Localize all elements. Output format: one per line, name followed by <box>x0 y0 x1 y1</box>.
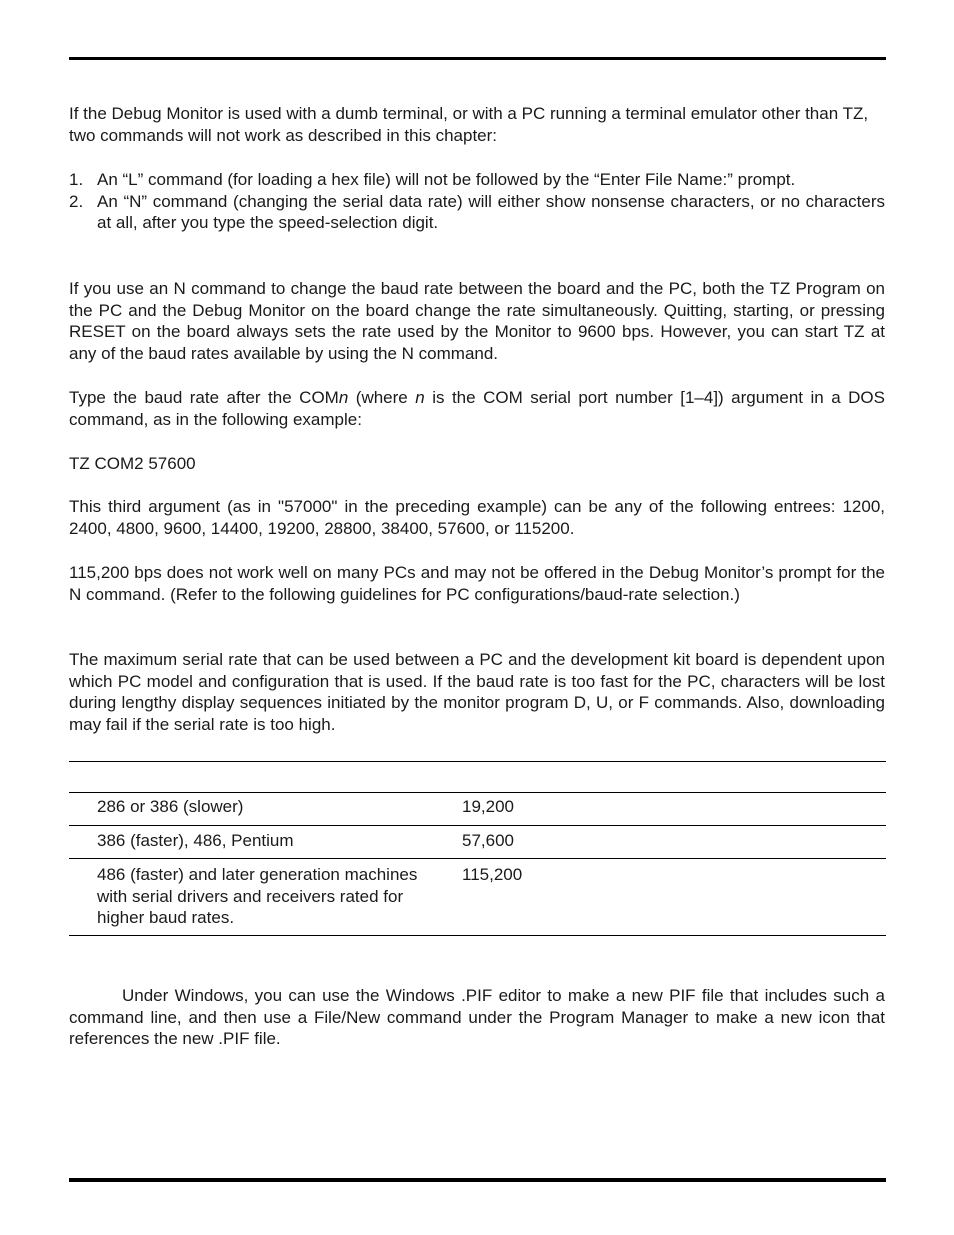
com-text-c: is the COM serial port number [1–4]) argument in a DOS command, as in the following example: <box>69 388 885 429</box>
third-argument-paragraph: This third argument (as in "57000" in the preceding example) can be any of the following entrees: 1200, 2400, 4800, 9600, 14400, 19200, 28800, 38400, 57600, or 115200. <box>69 497 885 538</box>
list-item-number: 1. <box>69 170 84 189</box>
list-item <box>69 191 885 234</box>
table-cell-pc: 386 (faster), 486, Pentium <box>97 831 294 850</box>
intro-paragraph: If the Debug Monitor is used with a dumb terminal, or with a PC running a terminal emulator other than TZ, two commands will not work as described in this chapter: <box>69 104 869 145</box>
high-rate-warning-paragraph: 115,200 bps does not work well on many PCs and may not be offered in the Debug Monitor’s prompt for the N command. (Refer to the following guidelines for PC configurations/baud-rate selection.) <box>69 563 885 604</box>
windows-text: Under Windows, you can use the Windows .PIF editor to make a new PIF file that includes such a command line, and then use a File/New command under the Program Manager to make a new icon that references the new .PIF file. <box>69 986 885 1048</box>
table-cell-pc: 486 (faster) and later generation machines with serial drivers and receivers rated for higher baud rates. <box>97 865 418 927</box>
list-item-number: 2. <box>69 191 84 211</box>
table-bottom-rule <box>69 935 886 936</box>
list-item-text: An “N” command (changing the serial data rate) will either show nonsense characters, or no characters at all, after you type the speed-selection digit. <box>97 191 885 232</box>
table-row-rule <box>69 825 886 826</box>
footer-rule <box>69 1178 886 1182</box>
windows-paragraph <box>69 985 885 1050</box>
header-rule <box>69 57 886 60</box>
table-cell-pc: 286 or 386 (slower) <box>97 797 244 816</box>
table-row-rule <box>69 858 886 859</box>
com-argument-paragraph <box>69 387 885 430</box>
table-cell-rate: 115,200 <box>462 865 523 884</box>
list-item <box>69 169 885 191</box>
com-n-italic: n <box>415 388 425 407</box>
table-header-rule <box>69 792 886 793</box>
com-text-a: Type the baud rate after the COM <box>69 388 339 407</box>
incompatibility-list <box>69 169 885 234</box>
table-top-rule <box>69 761 886 762</box>
guidelines-paragraph: The maximum serial rate that can be used between a PC and the development kit board is dependent upon which PC model and configuration that is used. If the baud rate is too fast for the PC, characters will be lost during lengthy display sequences initiated by the monitor program D, U, or F commands. Also, downloading may fail if the serial rate is too high. <box>69 650 885 734</box>
command-example: TZ COM2 57600 <box>69 454 196 473</box>
list-item-text: An “L” command (for loading a hex file) will not be followed by the “Enter File Name:” prompt. <box>97 170 796 189</box>
com-n-italic: n <box>338 388 349 407</box>
com-text-b: (where <box>348 388 416 407</box>
baud-rate-paragraph: If you use an N command to change the baud rate between the board and the PC, both the TZ Program on the PC and the Debug Monitor on the board change the rate simultaneously. Quitting, starting, or pressing RESET on the board always sets the rate used by the Monitor to 9600 bps. However, you can start TZ at any of the baud rates available by using the N command. <box>69 279 885 363</box>
table-cell-rate: 19,200 <box>462 797 514 816</box>
table-cell-rate: 57,600 <box>462 831 514 850</box>
